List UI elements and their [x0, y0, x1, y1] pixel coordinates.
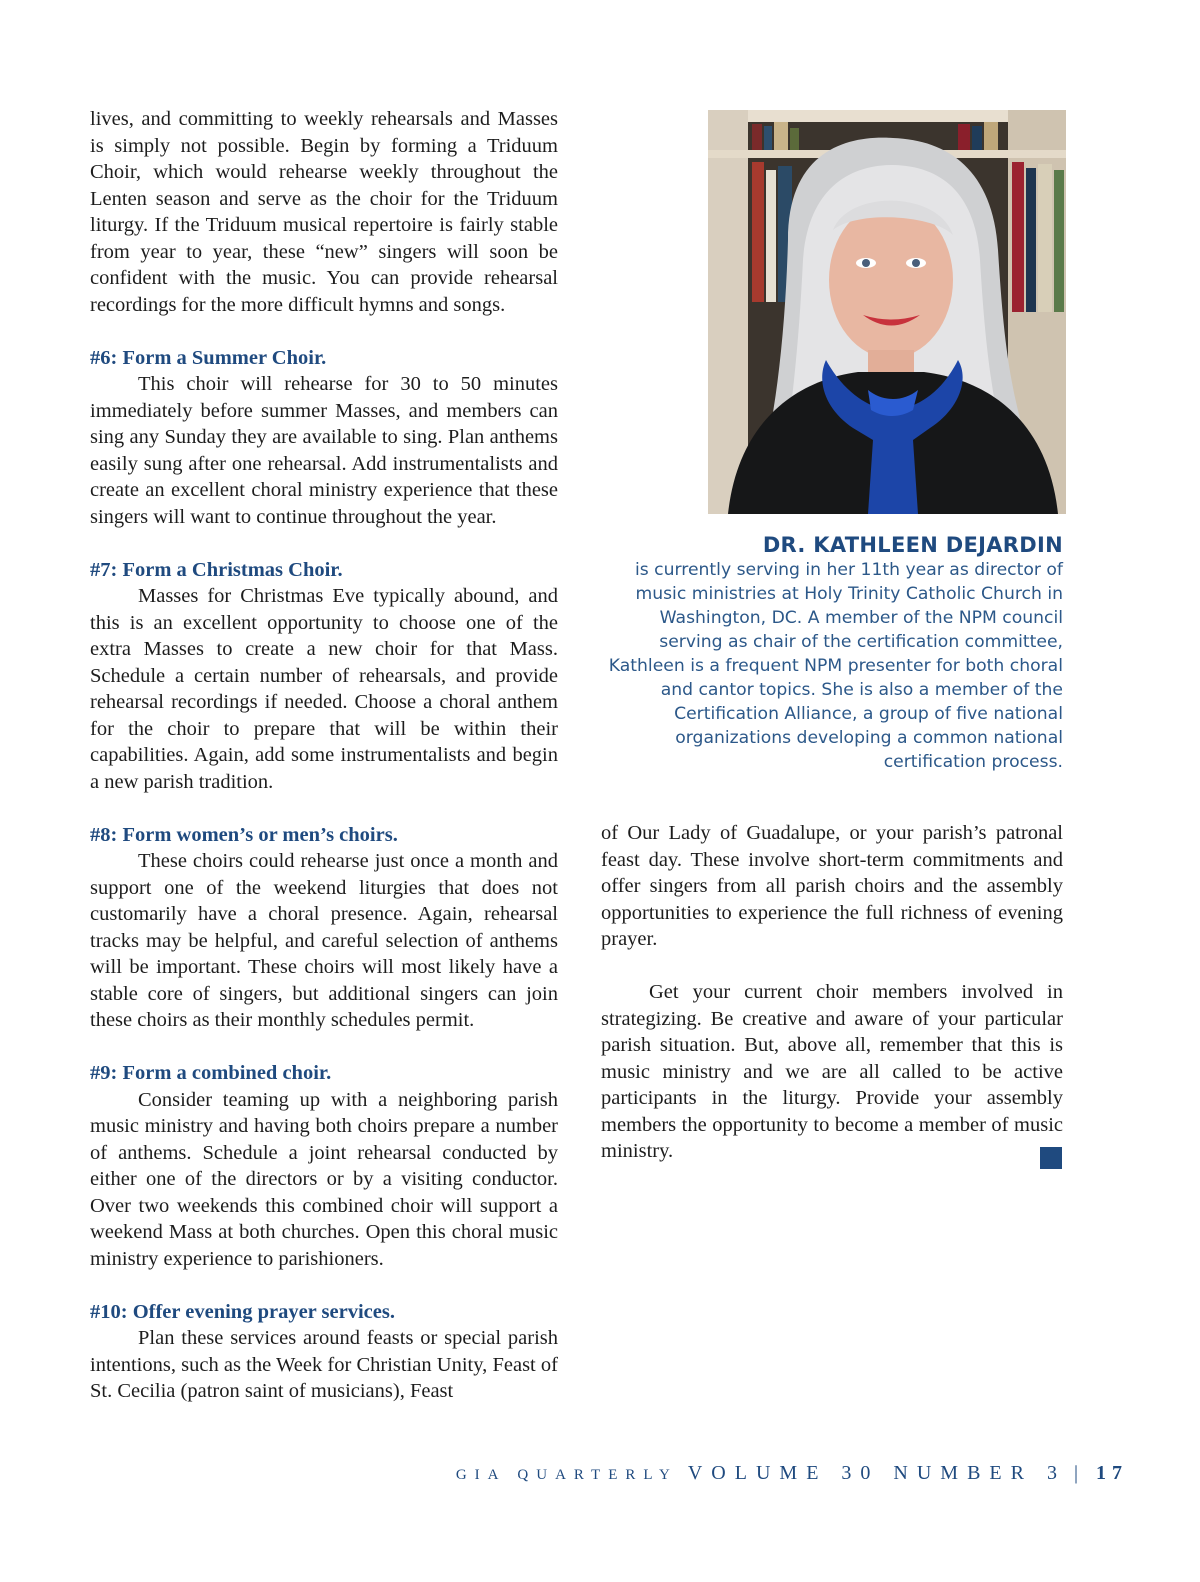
section-body-10: Plan these services around feasts or special parish intentions, such as the Week for Christian Unity, Feast of St. Cecilia (patron saint of musicians), Feast: [90, 1327, 558, 1402]
publication-name: GIA QUARTERLY: [455, 1467, 678, 1483]
author-name: DR. KATHLEEN DEJARDIN: [762, 533, 1063, 557]
page-footer: [456, 1462, 1128, 1485]
author-bio: [600, 532, 1063, 774]
author-bio-text: is currently serving in her 11th year as director of music ministries at Holy Trinity Catholic Church in Washington, DC. A member of the NPM council serving as chair of the certification committee, Kathleen is a frequent NPM presenter for both choral and cantor topics. She is also a member of the Certification Alliance, a group of five national organizations developing a common national certification process.: [608, 560, 1063, 772]
section-heading-7: #7: Form a Christmas Choir.: [90, 558, 343, 581]
section-heading-6: #6: Form a Summer Choir.: [90, 346, 327, 369]
author-portrait-photo: [708, 110, 1066, 514]
volume-number: VOLUME 30 NUMBER 3: [687, 1462, 1066, 1484]
end-of-article-square-icon: [1040, 1147, 1062, 1169]
right-column: [601, 820, 1063, 1165]
section-body-6: This choir will rehearse for 30 to 50 minutes immediately before summer Masses, and members can sing any Sunday they are available to sing. Plan anthems easily sung after one rehearsal. Add instrumentalists and create an excellent choral ministry experience that these singers will want to continue throughout the year.: [90, 373, 558, 528]
continuation-paragraph: of Our Lady of Guadalupe, or your parish’s patronal feast day. These involve short-term commitments and offer singers from all parish choirs and the assembly opportunities to experience the full richness of evening prayer.: [601, 822, 1063, 950]
section-heading-9: #9: Form a combined choir.: [90, 1062, 332, 1084]
section-heading-8: #8: Form women’s or men’s choirs.: [90, 823, 398, 846]
section-body-8: These choirs could rehearse just once a month and support one of the weekend liturgies that does not customarily have a choral presence. Again, rehearsal tracks may be helpful, and careful selection of anthems will be important. These choirs will most likely have a stable core of singers, but additional singers can join these choirs as their monthly schedules permit.: [90, 850, 558, 1031]
page-number: 17: [1096, 1462, 1128, 1484]
footer-separator: |: [1073, 1462, 1078, 1484]
section-heading-10: #10: Offer evening prayer services.: [90, 1300, 395, 1323]
left-column: [90, 106, 558, 1405]
intro-paragraph: lives, and committing to weekly rehearsals and Masses is simply not possible. Begin by forming a Triduum Choir, which would rehearse weekly throughout the Lenten season and serve as the choir for the Triduum liturgy. If the Triduum musical repertoire is fairly stable from year to year, these “new” singers will soon be confident with the music. You can provide rehearsal recordings for the more difficult hymns and songs.: [90, 108, 558, 316]
closing-paragraph: Get your current choir members involved in strategizing. Be creative and aware of your particular parish situation. But, above all, remember that this is music ministry and we are all called to be active participants in the liturgy. Provide your assembly members the opportunity to become a member of music ministry.: [601, 981, 1063, 1162]
section-body-9: Consider teaming up with a neighboring parish music ministry and having both choirs prepare a number of anthems. Schedule a joint rehearsal conducted by either one of the directors or by a visiting conductor. Over two weekends this combined choir will support a weekend Mass at both churches. Open this choral music ministry experience to parishioners.: [90, 1088, 558, 1270]
section-body-7: Masses for Christmas Eve typically abound, and this is an excellent opportunity to choose one of the extra Masses to create a new choir for that Mass. Schedule a certain number of rehearsals, and provide rehearsal recordings if needed. Choose a choral anthem for the choir to prepare that will be within their capabilities. Again, add some instrumentalists and begin a new parish tradition.: [90, 585, 558, 793]
portrait-illustration: [708, 110, 1066, 514]
